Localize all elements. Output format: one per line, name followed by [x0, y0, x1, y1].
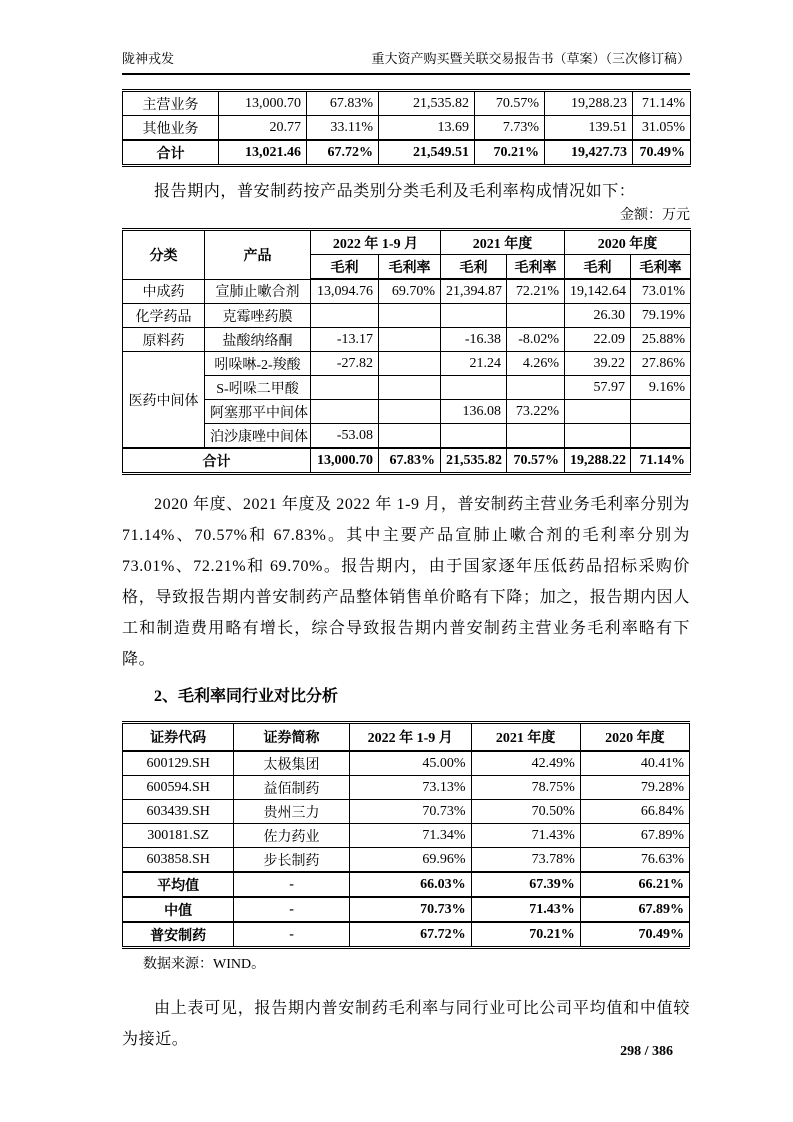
value-cell: 19,427.73	[545, 140, 633, 166]
total-value-cell: 13,000.70	[311, 448, 379, 474]
table-row	[123, 897, 690, 922]
margin-value-cell: 67.72%	[349, 922, 471, 948]
total-value-cell: 71.14%	[631, 448, 691, 474]
value-cell: 73.22%	[507, 400, 565, 424]
column-header-2022: 2022 年 1-9 月	[349, 723, 471, 752]
unit-note: 金额：万元	[620, 208, 690, 223]
value-cell: 67.72%	[307, 140, 379, 166]
total-row	[123, 448, 691, 474]
value-cell: 22.09	[565, 328, 631, 352]
value-cell: 7.73%	[475, 116, 545, 141]
category-cell: 中成药	[123, 279, 205, 304]
value-cell	[311, 400, 379, 424]
value-cell	[311, 376, 379, 400]
table-row	[123, 328, 691, 352]
row-label: 主营业务	[123, 91, 219, 116]
ticker-cell: 平均值	[123, 872, 234, 897]
value-cell: 13,094.76	[311, 279, 379, 304]
table-row	[123, 352, 691, 376]
value-cell: 139.51	[545, 116, 633, 141]
ticker-cell: 603858.SH	[123, 848, 234, 873]
column-header-period-2020: 2020 年度	[565, 230, 691, 255]
value-cell: 19,142.64	[565, 279, 631, 304]
value-cell: 4.26%	[507, 352, 565, 376]
row-label: 合计	[123, 140, 219, 166]
value-cell	[379, 328, 441, 352]
margin-value-cell: 70.73%	[349, 897, 471, 922]
peer-comparison-table	[122, 721, 690, 949]
value-cell: 21,549.51	[379, 140, 475, 166]
value-cell	[379, 304, 441, 328]
value-cell: 67.83%	[307, 91, 379, 116]
table-row	[123, 922, 690, 948]
row-label: 其他业务	[123, 116, 219, 141]
value-cell: 9.16%	[631, 376, 691, 400]
value-cell: 19,288.23	[545, 91, 633, 116]
margin-value-cell: 66.03%	[349, 872, 471, 897]
value-cell: -16.38	[441, 328, 507, 352]
value-cell: 25.88%	[631, 328, 691, 352]
value-cell: 57.97	[565, 376, 631, 400]
product-cell: 阿塞那平中间体	[205, 400, 311, 424]
value-cell	[379, 400, 441, 424]
product-cell: 宣肺止嗽合剂	[205, 279, 311, 304]
column-header-ticker: 证券代码	[123, 723, 234, 752]
value-cell: 27.86%	[631, 352, 691, 376]
column-header-short-name: 证券简称	[234, 723, 349, 752]
table-row	[123, 776, 690, 800]
value-cell: 31.05%	[633, 116, 691, 141]
company-name-cell: -	[234, 897, 349, 922]
business-margin-table	[122, 89, 691, 167]
table-row	[123, 91, 691, 116]
column-header-gross-margin: 毛利率	[379, 255, 441, 280]
table-row	[123, 116, 691, 141]
ticker-cell: 中值	[123, 897, 234, 922]
product-cell: 盐酸纳络酮	[205, 328, 311, 352]
value-cell	[565, 424, 631, 449]
column-header-gross-margin: 毛利率	[631, 255, 691, 280]
ticker-cell: 300181.SZ	[123, 824, 234, 848]
column-header-2021: 2021 年度	[471, 723, 580, 752]
margin-value-cell: 71.43%	[471, 897, 580, 922]
value-cell	[631, 424, 691, 449]
category-cell: 原料药	[123, 328, 205, 352]
value-cell: 79.19%	[631, 304, 691, 328]
company-name-cell: -	[234, 872, 349, 897]
margin-value-cell: 42.49%	[471, 751, 580, 776]
table-row	[123, 424, 691, 449]
value-cell	[311, 304, 379, 328]
value-cell: 136.08	[441, 400, 507, 424]
margin-value-cell: 70.50%	[471, 800, 580, 824]
total-label: 合计	[123, 448, 311, 474]
value-cell	[565, 400, 631, 424]
value-cell	[379, 376, 441, 400]
value-cell: 71.14%	[633, 91, 691, 116]
margin-value-cell: 70.73%	[349, 800, 471, 824]
conclusion-paragraph: 由上表可见，报告期内普安制药毛利率与同行业可比公司平均值和中值较为接近。	[122, 1000, 690, 1048]
margin-value-cell: 66.84%	[580, 800, 689, 824]
product-cell: 克霉唑药膜	[205, 304, 311, 328]
ticker-cell: 603439.SH	[123, 800, 234, 824]
total-value-cell: 19,288.22	[565, 448, 631, 474]
product-table-period-header-row	[123, 230, 691, 255]
company-name-cell: 太极集团	[234, 751, 349, 776]
margin-value-cell: 73.13%	[349, 776, 471, 800]
total-value-cell: 67.83%	[379, 448, 441, 474]
value-cell: 69.70%	[379, 279, 441, 304]
value-cell: 39.22	[565, 352, 631, 376]
product-cell: 吲哚啉-2-羧酸	[205, 352, 311, 376]
value-cell: -8.02%	[507, 328, 565, 352]
table-row	[123, 751, 690, 776]
value-cell: 33.11%	[307, 116, 379, 141]
running-header	[122, 50, 690, 75]
category-cell: 医药中间体	[123, 352, 205, 449]
table-row	[123, 872, 690, 897]
table-row	[123, 376, 691, 400]
table-row	[123, 800, 690, 824]
total-value-cell: 70.57%	[507, 448, 565, 474]
value-cell: -53.08	[311, 424, 379, 449]
value-cell	[441, 376, 507, 400]
value-cell: 21,535.82	[379, 91, 475, 116]
product-cell: S-吲哚二甲酸	[205, 376, 311, 400]
product-margin-table	[122, 228, 691, 475]
column-header-gross-profit: 毛利	[311, 255, 379, 280]
value-cell: -13.17	[311, 328, 379, 352]
company-name-cell: -	[234, 922, 349, 948]
table-row	[123, 304, 691, 328]
margin-value-cell: 79.28%	[580, 776, 689, 800]
company-name-cell: 步长制药	[234, 848, 349, 873]
data-source-note: 数据来源：WIND。	[143, 957, 266, 972]
value-cell: 20.77	[219, 116, 307, 141]
margin-value-cell: 78.75%	[471, 776, 580, 800]
ticker-cell: 普安制药	[123, 922, 234, 948]
ticker-cell: 600594.SH	[123, 776, 234, 800]
value-cell	[507, 304, 565, 328]
company-name-cell: 益佰制药	[234, 776, 349, 800]
value-cell: 13,021.46	[219, 140, 307, 166]
margin-value-cell: 76.63%	[580, 848, 689, 873]
peer-table-header-row	[123, 723, 690, 752]
column-header-product: 产品	[205, 230, 311, 280]
value-cell	[441, 424, 507, 449]
value-cell	[631, 400, 691, 424]
margin-value-cell: 67.89%	[580, 824, 689, 848]
margin-value-cell: 71.43%	[471, 824, 580, 848]
margin-value-cell: 70.49%	[580, 922, 689, 948]
margin-value-cell: 71.34%	[349, 824, 471, 848]
category-cell: 化学药品	[123, 304, 205, 328]
section-heading: 2、毛利率同行业对比分析	[154, 688, 339, 705]
margin-value-cell: 67.89%	[580, 897, 689, 922]
value-cell: 13,000.70	[219, 91, 307, 116]
margin-value-cell: 73.78%	[471, 848, 580, 873]
header-report-title: 重大资产购买暨关联交易报告书（草案）（三次修订稿）	[371, 51, 690, 66]
value-cell	[379, 352, 441, 376]
margin-value-cell: 40.41%	[580, 751, 689, 776]
value-cell: 72.21%	[507, 279, 565, 304]
table-row	[123, 279, 691, 304]
column-header-category: 分类	[123, 230, 205, 280]
table-row	[123, 824, 690, 848]
column-header-period-2021: 2021 年度	[441, 230, 565, 255]
value-cell: 13.69	[379, 116, 475, 141]
product-cell: 泊沙康唑中间体	[205, 424, 311, 449]
value-cell: -27.82	[311, 352, 379, 376]
ticker-cell: 600129.SH	[123, 751, 234, 776]
value-cell: 70.49%	[633, 140, 691, 166]
header-company-name: 陇神戎发	[122, 51, 175, 66]
value-cell	[507, 424, 565, 449]
column-header-period-2022: 2022 年 1-9 月	[311, 230, 441, 255]
margin-value-cell: 69.96%	[349, 848, 471, 873]
margin-value-cell: 66.21%	[580, 872, 689, 897]
margin-value-cell: 70.21%	[471, 922, 580, 948]
total-value-cell: 21,535.82	[441, 448, 507, 474]
value-cell: 21.24	[441, 352, 507, 376]
company-name-cell: 贵州三力	[234, 800, 349, 824]
margin-value-cell: 45.00%	[349, 751, 471, 776]
column-header-gross-margin: 毛利率	[507, 255, 565, 280]
intro-paragraph: 报告期内，普安制药按产品类别分类毛利及毛利率构成情况如下：	[154, 183, 636, 200]
value-cell	[379, 424, 441, 449]
value-cell: 26.30	[565, 304, 631, 328]
page-number: 298 / 386	[620, 1044, 673, 1059]
table-row	[123, 848, 690, 873]
value-cell: 21,394.87	[441, 279, 507, 304]
column-header-2020: 2020 年度	[580, 723, 689, 752]
column-header-gross-profit: 毛利	[441, 255, 507, 280]
value-cell	[507, 376, 565, 400]
table-row	[123, 140, 691, 166]
column-header-gross-profit: 毛利	[565, 255, 631, 280]
value-cell: 73.01%	[631, 279, 691, 304]
value-cell: 70.21%	[475, 140, 545, 166]
value-cell: 70.57%	[475, 91, 545, 116]
company-name-cell: 佐力药业	[234, 824, 349, 848]
margin-value-cell: 67.39%	[471, 872, 580, 897]
table-row	[123, 400, 691, 424]
value-cell	[441, 304, 507, 328]
analysis-paragraph: 2020 年度、2021 年度及 2022 年 1-9 月，普安制药主营业务毛利率分别为 71.14%、70.57%和 67.83%。其中主要产品宣肺止嗽合剂的毛利率分别为 73.01%、72.21%和 69.70%。报告期内，由于国家逐年压低药品招标采购价格，导致报告期内普安制药产品整体销售单价略有下降；加之，报告期内因人工和制造费用略有增长，综合导致报告期内普安制药主营业务毛利率略有下降。	[122, 496, 690, 668]
